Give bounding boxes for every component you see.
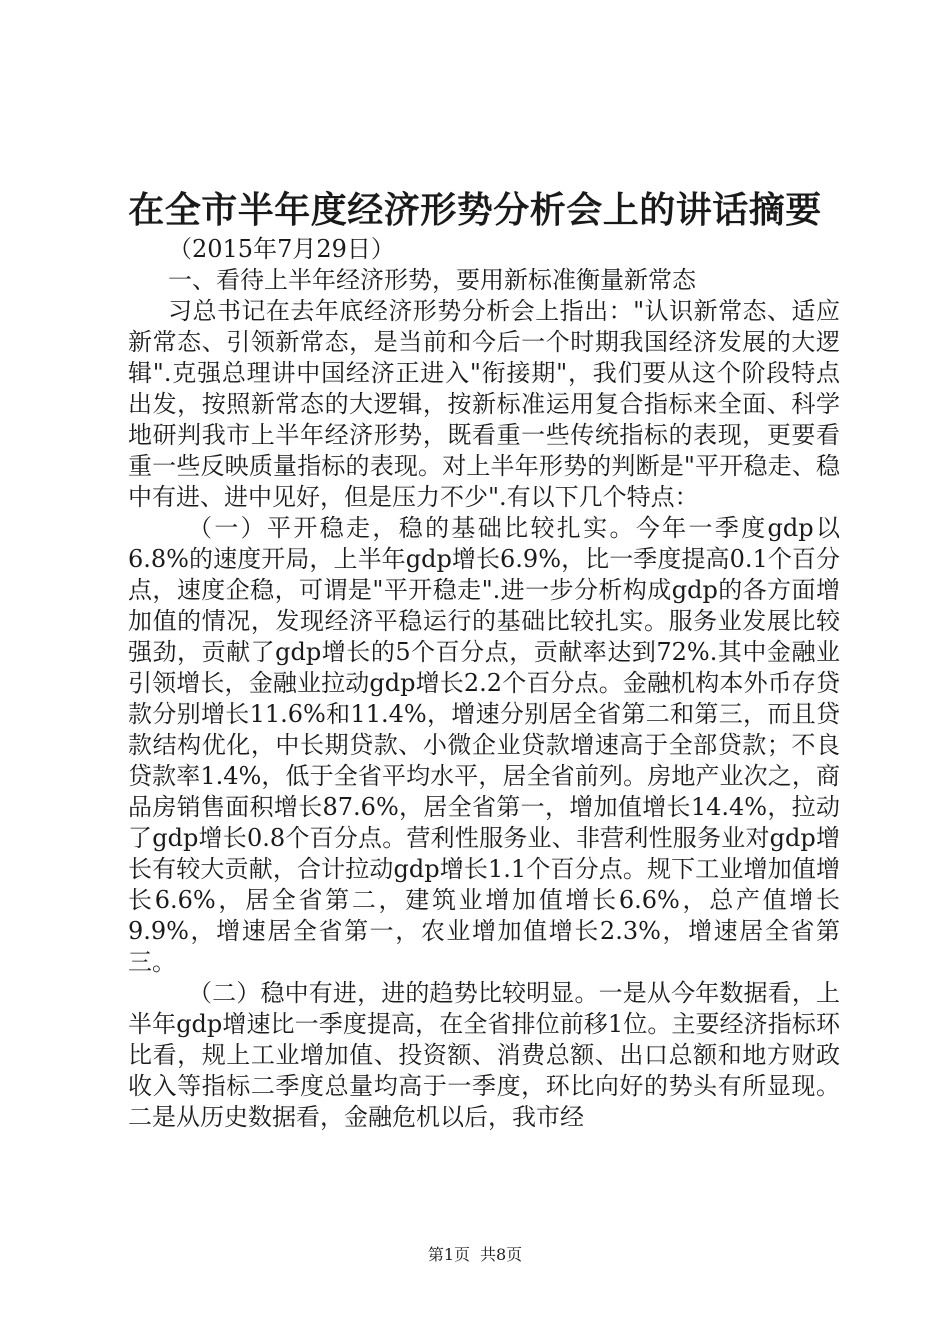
body-paragraph: （一）平开稳走，稳的基础比较扎实。今年一季度gdp以6.8%的速度开局，上半年gdp增长6.9%，比一季度提高0.1个百分点，速度企稳，可谓是"平开稳走".进一步分析构成gdp的各方面增加值的情况，发现经济平稳运行的基础比较扎实。服务业发展比较强劲，贡献了gdp增长的5个百分点，贡献率达到72%.其中金融业引领增长，金融业拉动gdp增长2.2个百分点。金融机构本外币存贷款分别增长11.6%和11.4%，增速分别居全省第二和第三，而且贷款结构优化，中长期贷款、小微企业贷款增速高于全部贷款；不良贷款率1.4%，低于全省平均水平，居全省前列。房地产业次之，商品房销售面积增长87.6%，居全省第一，增加值增长14.4%，拉动了gdp增长0.8个百分点。营利性服务业、非营利性服务业对gdp增长有较大贡献，合计拉动gdp增长1.1个百分点。规下工业增加值增长6.6%，居全省第二，建筑业增加值增长6.6%，总产值增长9.9%，增速居全省第一，农业增加值增长2.3%，增速居全省第三。 [128, 514, 840, 976]
document-body [128, 234, 840, 1133]
page-total: 共8页 [480, 1245, 523, 1264]
body-paragraph: （二）稳中有进，进的趋势比较明显。一是从今年数据看，上半年gdp增速比一季度提高，在全省排位前移1位。主要经济指标环比看，规上工业增加值、投资额、消费总额、出口总额和地方财政收入等指标二季度总量均高于一季度，环比向好的势头有所显现。二是从历史数据看，金融危机以后，我市经 [128, 979, 840, 1131]
section-heading: 一、看待上半年经济形势，要用新标准衡量新常态 [168, 266, 696, 294]
page-number: 第1页 [427, 1245, 470, 1264]
document-date: （2015年7月29日） [168, 235, 395, 263]
page-footer [0, 1244, 950, 1266]
document-title: 在全市半年度经济形势分析会上的讲话摘要 [128, 189, 822, 231]
body-paragraph: 习总书记在去年底经济形势分析会上指出："认识新常态、适应新常态、引领新常态，是当前和今后一个时期我国经济发展的大逻辑".克强总理讲中国经济正进入"衔接期"，我们要从这个阶段特点出发，按照新常态的大逻辑，按新标准运用复合指标来全面、科学地研判我市上半年经济形势，既看重一些传统指标的表现，更要看重一些反映质量指标的表现。对上半年形势的判断是"平开稳走、稳中有进、进中见好，但是压力不少".有以下几个特点： [128, 297, 840, 511]
